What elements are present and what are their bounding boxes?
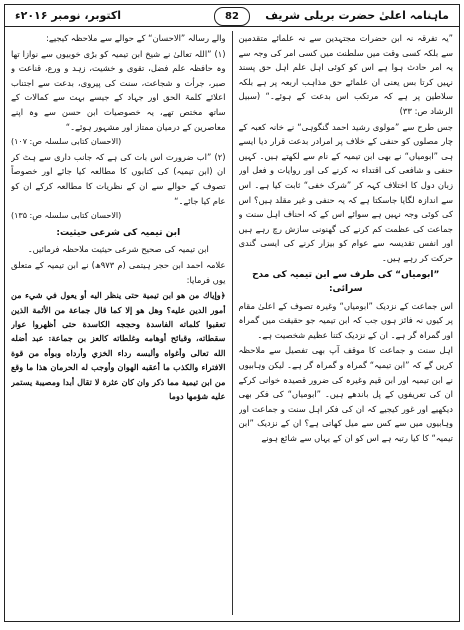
paragraph: اہل سنت و جماعت کا موقف آپ بھی تفصیل سے ملاحظہ کریں گے کہ ”ابن تیمیہ“ گمراہ و گمراہ گر ہے۔ لیکن وہابیوں نے ابن تیمیہ اور ابن قیم وغیرہ کی ضرور قصیدہ خوانی کرکے ان کی تعریفوں کے پل باندھے ہیں۔ ”ابومیاں“ کی فکر بھی دیکھیے اور غور کیجیے کہ ان کی فکر اہل سنت و جماعت اور وہابیوں میں سے کس سے میل کھاتی ہے؟ ان کے نزدیک ”ابن تیمیہ“ کا کیا رتبہ ہے اس کو ان کے یہاں سے شائع ہونے: [238, 345, 453, 444]
arabic-quote: ﴿وإياك من هو ابن تيمية حتى ينظر اليه أو يعول في شيء من أمور الدين عليه؟ وهل هو إلا كما قال جماعة من الأئمة الذين تعقبوا كلماته الفاسدة وحججه الكاسدة حتى أظهروا عوار سقطاته، وقبائح أوهامه وغلطاته كالعز بن جماعة: عبد أضله الله تعالى وأغواه وألبسه رداء الخزي وأرداه وبوأه من قوة الافتراء والكذب ما أعقبه الهوان وأوجب له الحرمان هذا ما وقع من ابن تيمية مما ذكر وان كان عثرة لا تقال أبدا ومصيبة يستمر عليه شؤمها دوما: [11, 290, 226, 401]
page-number: 82: [214, 7, 250, 26]
citation: (الاحسان کتابی سلسلہ ص: ۱۰۷): [11, 137, 122, 147]
paragraph: ”یہ تفرقہ نہ ابن حضرات مجتہدین سے نہ علمائے متقدمین سے بلکہ کسی وقت میں سلطنت میں کسی امر کی وجہ سے یہ امر حادث ہوا ہے اس کو کوئی اہل علم اہل حق پسند نہیں کرتا بس یعنی ان علمائے حق مذاہب اربعہ پر ہے بلکہ سلاطین پر ہے کہ مرتکب اس بدعت کے ہوئے۔“ (سبیل الرشاد ص: ۳۳): [238, 33, 453, 116]
paragraph: والے رسالہ ”الاحسان“ کے حوالے سے ملاحظہ کیجیے:: [46, 33, 226, 43]
citation: (الاحسان کتابی سلسلہ ص: ۱۳۵): [11, 211, 122, 221]
column-divider: [232, 31, 233, 615]
section-heading: ابن تیمیہ کی شرعی حیثیت:: [56, 227, 181, 238]
paragraph: علامہ احمد ابن حجر ہیتمی (م ۹۷۳ھ) نے ابن تیمیہ کے متعلق یوں فرمایا:: [11, 259, 226, 285]
text-columns: [11, 31, 453, 615]
issue-date: اکتوبر، نومبر ۲۰۱۶ء: [15, 9, 122, 22]
paragraph: ابن تیمیہ کی صحیح شرعی حیثیت ملاحظہ فرمائیں۔: [27, 244, 209, 255]
page-header: [5, 5, 459, 27]
paragraph: (۱) ”اللہ تعالیٰ نے شیخ ابن تیمیہ کو بڑی خوبیوں سے نوازا تھا وہ حافظہ علم فضل، تقوی و خشیت، زہد و ورع، قناعت و صبر، جرأت و شجاعت، سنت کی پیروی، بدعت سے اجتناب اعلائے کلمۃ الحق اور جہاد کے جیسے بہت سے کمالات کے ساتھ مختص تھے، یہ خصوصیات ابن حسن سے وہ اپنے معاصرین کے درمیان ممتاز اور مشہور ہوئے۔“: [11, 48, 226, 132]
paragraph: (۲) ”اب ضرورت اس بات کی ہے کہ جانب داری سے ہٹ کر ان (ابن تیمیہ) کی کتابوں کا مطالعہ کیا جائے اور خصوصاً تصوف کے حوالے سے ان کے نظریات کا مطالعہ کرکے ان کو عام کیا جائے۔“: [11, 151, 226, 206]
magazine-title: ماہنامہ اعلیٰ حضرت بریلی شریف: [265, 9, 449, 22]
left-column: [11, 31, 226, 615]
paragraph: اس جماعت کے نزدیک ”ابومیاں“ وغیرہ تصوف کے اعلیٰ مقام پر کیوں نہ فائز ہوں جب کہ ابن تیمیہ جو حقیقت میں گمراہ اور گمراہ گر ہے۔ ان کے نزدیک کتنا عظیم شخصیت ہے۔: [238, 300, 453, 340]
magazine-page: [4, 4, 460, 622]
section-heading: ”ابومیاں“ کی طرف سے ابن تیمیہ کی مدح سرائی:: [252, 269, 440, 295]
paragraph: جس طرح سے ”مولوی رشید احمد گنگوہی“ نے خانہ کعبہ کے چار مصلوں کو حنفی کے خلاف پر امرادر بدعت قرار دیا ایسے ہی ”ابومیاں“ نے بھی ابن تیمیہ کے نام سے لکھتے ہیں۔ کہیں حنفی و شافعی کی اقتداء نہ کرنے کی اور روایات و فعل اور زبان دول کا اختلاف کہہ کر ”شرک خفی“ ثابت کیا ہے۔ اس سے اندازہ لگایا جاسکتا ہے کہ یہ حنفی و غیر مقلد ہیں؟ اس کی کوئی وجہ نہیں ہے سوائے اس کے کہ احناف اہل سنت و جماعت کی عظمت کم کرنے کی گھنونی سازش رچ رہے ہیں اور انفس تقدیسہ سے عوام کو بیزار کرنے کی ایسی گندی حرکت کر رہے ہیں۔: [238, 121, 453, 263]
right-column: [239, 31, 454, 615]
